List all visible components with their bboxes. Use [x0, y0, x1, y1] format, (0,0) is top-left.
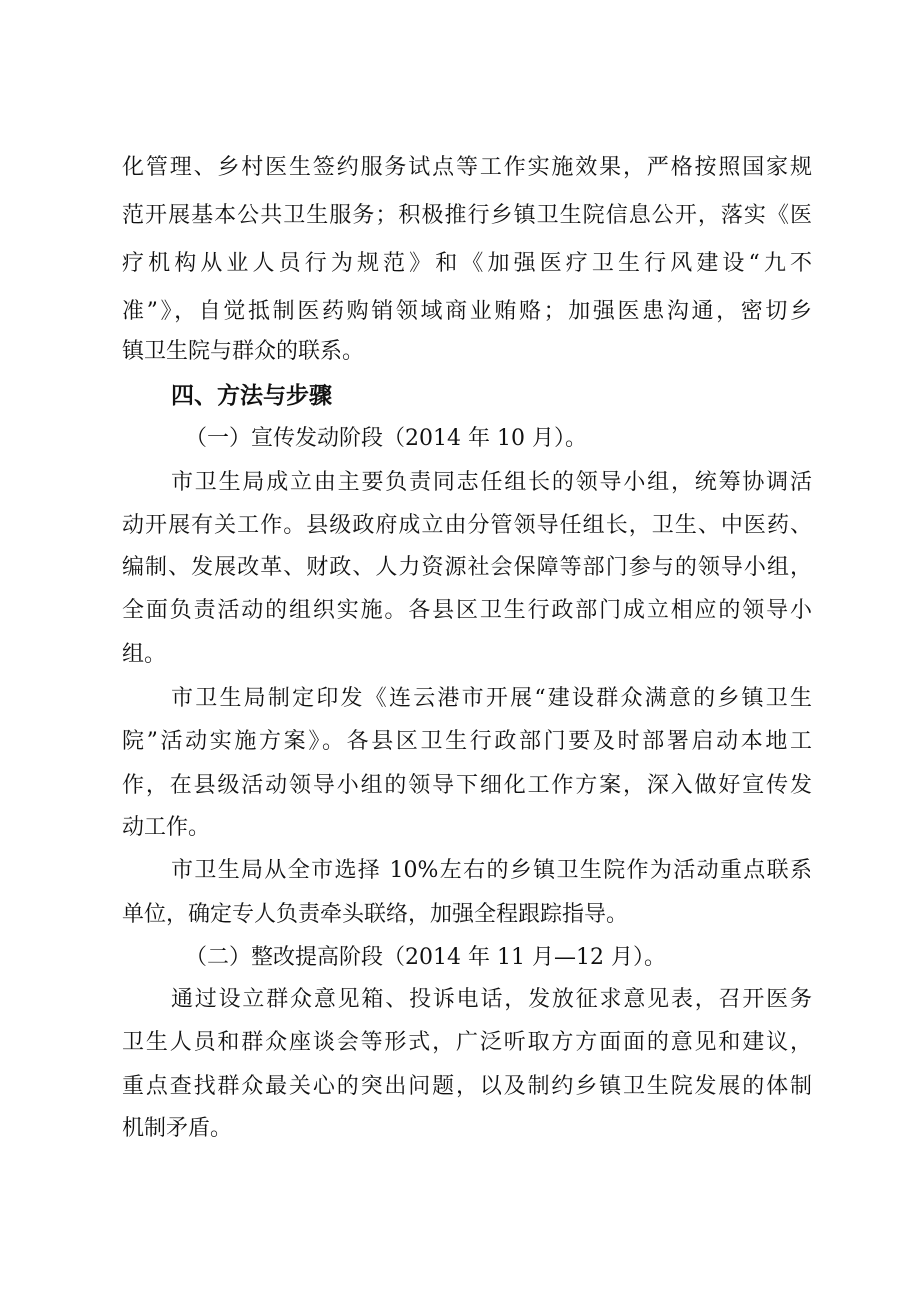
- intro-line-4: 准”》，自觉抵制医药购销领域商业贿赂；加强医患沟通，密切乡: [122, 299, 812, 324]
- stage-1-para-2-line-4: 动工作。: [122, 815, 211, 840]
- stage-1-para-1-line-5: 组。: [122, 642, 167, 667]
- stage-1-para-2-line-2: 院”活动实施方案》。各县区卫生行政部门要及时部署启动本地工: [122, 729, 812, 754]
- stage-1-para-1-line-4: 全面负责活动的组织实施。各县区卫生行政部门成立相应的领导小: [122, 598, 812, 623]
- stage-1-para-3-line-1: 市卫生局从全市选择 10%左右的乡镇卫生院作为活动重点联系: [171, 858, 812, 883]
- stage-1-para-2-line-1: 市卫生局制定印发《连云港市开展“建设群众满意的乡镇卫生: [171, 686, 812, 711]
- intro-line-5: 镇卫生院与群众的联系。: [122, 339, 365, 364]
- stage-2-para-1-line-3: 重点查找群众最关心的突出问题，以及制约乡镇卫生院发展的体制: [122, 1074, 812, 1099]
- stage-2-para-1-line-2: 卫生人员和群众座谈会等形式，广泛听取方方面面的意见和建议，: [122, 1030, 812, 1055]
- stage-1-title: （一）宣传发动阶段（2014 年 10 月）。: [185, 426, 587, 451]
- stage-2-title: （二）整改提高阶段（2014 年 11 月—12 月）。: [185, 945, 666, 970]
- intro-line-3: 疗机构从业人员行为规范》和《加强医疗卫生行风建设“九不: [122, 251, 812, 276]
- stage-1-para-2-line-3: 作，在县级活动领导小组的领导下细化工作方案，深入做好宣传发: [122, 773, 812, 798]
- stage-1-para-1-line-2: 动开展有关工作。县级政府成立由分管领导任组长，卫生、中医药、: [122, 513, 812, 538]
- stage-1-para-1-line-1: 市卫生局成立由主要负责同志任组长的领导小组，统筹协调活: [171, 470, 812, 495]
- intro-line-2: 范开展基本公共卫生服务；积极推行乡镇卫生院信息公开，落实《医: [122, 203, 812, 228]
- stage-1-para-1-line-3: 编制、发展改革、财政、人力资源社会保障等部门参与的领导小组，: [122, 555, 812, 580]
- stage-2-para-1-line-4: 机制矛盾。: [122, 1116, 233, 1141]
- stage-2-para-1-line-1: 通过设立群众意见箱、投诉电话，发放征求意见表，召开医务: [171, 987, 812, 1012]
- stage-1-para-3-line-2: 单位，确定专人负责牵头联络，加强全程跟踪指导。: [122, 902, 629, 927]
- intro-line-1: 化管理、乡村医生签约服务试点等工作实施效果，严格按照国家规: [122, 155, 812, 180]
- section-heading: 四、方法与步骤: [171, 383, 332, 409]
